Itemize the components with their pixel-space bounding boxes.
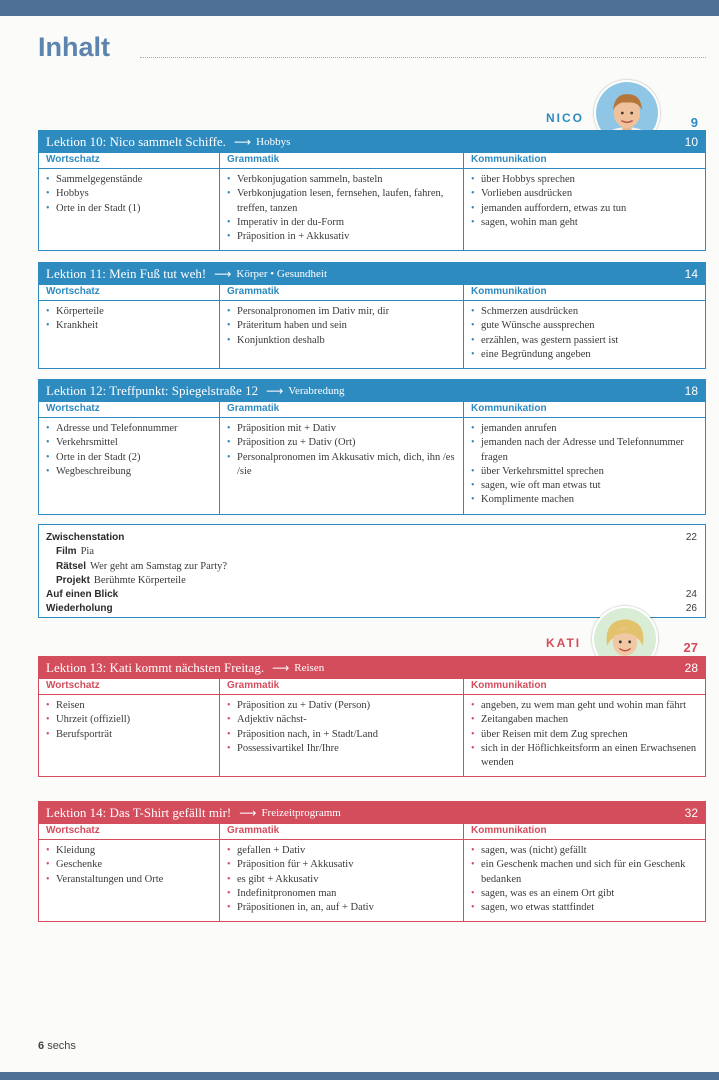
wiederholung-label: Wiederholung <box>46 603 113 615</box>
list-item: • Possessivartikel Ihr/Ihre <box>227 742 457 756</box>
lesson-title: Lektion 11: Mein Fuß tut weh! <box>46 265 207 281</box>
col-wortschatz <box>39 695 220 776</box>
column-headers <box>39 679 705 695</box>
lesson-header[interactable] <box>38 801 706 824</box>
col-head-grammatik: Grammatik <box>220 285 464 300</box>
top-color-bar <box>0 0 719 16</box>
zwischenstation-row[interactable] <box>46 531 697 545</box>
list-item: • Veranstaltungen und Orte <box>46 873 213 887</box>
col-grammatik <box>220 840 464 921</box>
lesson-11 <box>38 262 706 369</box>
list-item: • angeben, zu wem man geht und wohin man fährt <box>471 699 699 713</box>
lesson-header[interactable] <box>38 262 706 285</box>
item-text: Wer geht am Samstag zur Party? <box>90 560 228 572</box>
lesson-topic: Freizeitprogramm <box>261 806 341 819</box>
column-headers <box>39 285 705 301</box>
col-head-kommunikation: Kommunikation <box>471 680 547 691</box>
list-item: • erzählen, was gestern passiert ist <box>471 334 699 348</box>
col-grammatik <box>220 695 464 776</box>
page-footer <box>38 1040 76 1052</box>
item-label: Rätsel <box>56 560 87 572</box>
lesson-page: 28 <box>684 660 698 675</box>
list-item: • Präposition zu + Dativ (Person) <box>227 699 457 713</box>
list-item: • Präposition für + Akkusativ <box>227 858 457 872</box>
bottom-color-bar <box>0 1072 719 1080</box>
lesson-topic: Hobbys <box>256 135 291 148</box>
list-item: • Präpositionen in, an, auf + Dativ <box>227 901 457 915</box>
arrow-right-icon: ⟶ <box>239 805 257 820</box>
list-item: • jemanden nach der Adresse und Telefonnummer fragen <box>471 436 699 465</box>
list-item: • Präposition in + Akkusativ <box>227 230 457 244</box>
col-grammatik <box>220 301 464 368</box>
list-item: • Verbkonjugation lesen, fernsehen, laufen, fahren, treffen, tanzen <box>227 187 457 216</box>
column-headers <box>39 153 705 169</box>
lesson-table <box>38 402 706 515</box>
column-headers <box>39 824 705 840</box>
arrow-right-icon: ⟶ <box>272 660 290 675</box>
zwischenstation-title: Zwischenstation <box>46 532 125 543</box>
zwischenstation-film[interactable] <box>46 545 697 559</box>
lesson-10 <box>38 130 706 251</box>
list-item: • Präposition mit + Dativ <box>227 422 457 436</box>
list-item: • über Hobbys sprechen <box>471 173 699 187</box>
list-item: • Geschenke <box>46 858 213 872</box>
title-dotted-rule <box>140 56 706 58</box>
col-head-grammatik: Grammatik <box>220 679 464 694</box>
zwischenstation-box <box>38 524 706 618</box>
col-head-kommunikation: Kommunikation <box>471 154 547 165</box>
lesson-title: Lektion 12: Treffpunkt: Spiegelstraße 12 <box>46 382 259 398</box>
list-item: • Kleidung <box>46 844 213 858</box>
auf-einen-blick-row[interactable] <box>46 588 697 602</box>
list-item: • eine Begründung angeben <box>471 348 699 362</box>
list-item: • Orte in der Stadt (1) <box>46 202 213 216</box>
col-head-wortschatz: Wortschatz <box>39 402 220 417</box>
col-head-grammatik: Grammatik <box>220 402 464 417</box>
lesson-14 <box>38 801 706 922</box>
list-item: • gefallen + Dativ <box>227 844 457 858</box>
list-item: • Körperteile <box>46 305 213 319</box>
col-wortschatz <box>39 418 220 514</box>
lesson-topic: Körper • Gesundheit <box>236 267 328 280</box>
list-item: • Reisen <box>46 699 213 713</box>
list-item: • Verbkonjugation sammeln, basteln <box>227 173 457 187</box>
list-item: • sagen, wie oft man etwas tut <box>471 479 699 493</box>
list-item: • Vorlieben ausdrücken <box>471 187 699 201</box>
lesson-title: Lektion 13: Kati kommt nächsten Freitag. <box>46 659 265 675</box>
list-item: • Schmerzen ausdrücken <box>471 305 699 319</box>
list-item: • Orte in der Stadt (2) <box>46 451 213 465</box>
lesson-page: 32 <box>684 805 698 820</box>
list-item: • Präposition zu + Dativ (Ort) <box>227 436 457 450</box>
list-item: • Hobbys <box>46 187 213 201</box>
list-item: • jemanden auffordern, etwas zu tun <box>471 202 699 216</box>
col-head-wortschatz: Wortschatz <box>39 153 220 168</box>
list-item: • sich in der Höflichkeitsform an einen Erwachsenen wenden <box>471 742 699 771</box>
list-item: • Adresse und Telefonnummer <box>46 422 213 436</box>
list-item: • Wegbeschreibung <box>46 465 213 479</box>
list-item: • Imperativ in der du-Form <box>227 216 457 230</box>
col-kommunikation <box>464 418 705 514</box>
col-head-kommunikation: Kommunikation <box>471 286 547 297</box>
item-text: Berühmte Körperteile <box>93 574 186 586</box>
lesson-13 <box>38 656 706 777</box>
character-name-kati: KATI <box>546 636 582 650</box>
col-wortschatz <box>39 840 220 921</box>
col-head-grammatik: Grammatik <box>220 824 464 839</box>
col-head-wortschatz: Wortschatz <box>39 679 220 694</box>
lesson-title: Lektion 14: Das T-Shirt gefällt mir! <box>46 804 232 820</box>
col-head-kommunikation: Kommunikation <box>471 825 547 836</box>
col-wortschatz <box>39 301 220 368</box>
list-item: • Sammelgegenstände <box>46 173 213 187</box>
list-item: • Personalpronomen im Akkusativ mich, dich, ihn /es /sie <box>227 451 457 480</box>
list-item: • sagen, wo etwas stattfindet <box>471 901 699 915</box>
col-kommunikation <box>464 169 705 250</box>
lesson-header[interactable] <box>38 379 706 402</box>
list-item: • über Verkehrsmittel sprechen <box>471 465 699 479</box>
page-number-word: sechs <box>47 1040 76 1052</box>
auf-einen-blick-label: Auf einen Blick <box>46 589 119 601</box>
lesson-table <box>38 153 706 251</box>
col-grammatik <box>220 418 464 514</box>
list-item: • gute Wünsche aussprechen <box>471 319 699 333</box>
list-item: • Personalpronomen im Dativ mir, dir <box>227 305 457 319</box>
list-item: • Krankheit <box>46 319 213 333</box>
page-number: 6 <box>38 1040 45 1052</box>
col-wortschatz <box>39 169 220 250</box>
list-item: • Berufsporträt <box>46 728 213 742</box>
lesson-table <box>38 824 706 922</box>
list-item: • Verkehrsmittel <box>46 436 213 450</box>
col-head-wortschatz: Wortschatz <box>39 824 220 839</box>
col-head-grammatik: Grammatik <box>220 153 464 168</box>
list-item: • Zeitangaben machen <box>471 713 699 727</box>
character-page-nico: 9 <box>690 115 698 130</box>
list-item: • sagen, was es an einem Ort gibt <box>471 887 699 901</box>
lesson-12 <box>38 379 706 515</box>
lesson-page: 14 <box>684 266 698 281</box>
lesson-header[interactable] <box>38 656 706 679</box>
item-label: Film <box>56 546 77 558</box>
zwischenstation-page: 22 <box>685 532 697 543</box>
lesson-page: 10 <box>684 134 698 149</box>
col-kommunikation <box>464 301 705 368</box>
arrow-right-icon: ⟶ <box>233 134 252 149</box>
col-head-wortschatz: Wortschatz <box>39 285 220 300</box>
list-item: • ein Geschenk machen und sich für ein Geschenk bedanken <box>471 858 699 887</box>
list-item: • Adjektiv nächst- <box>227 713 457 727</box>
col-kommunikation <box>464 695 705 776</box>
col-kommunikation <box>464 840 705 921</box>
list-item: • Uhrzeit (offiziell) <box>46 713 213 727</box>
character-page-kati: 27 <box>683 640 698 655</box>
column-headers <box>39 402 705 418</box>
list-item: • Präposition nach, in + Stadt/Land <box>227 728 457 742</box>
lesson-header[interactable] <box>38 130 706 153</box>
lesson-table <box>38 285 706 369</box>
item-label: Projekt <box>56 574 90 586</box>
item-text: Pia <box>80 546 94 558</box>
list-item: • sagen, wohin man geht <box>471 216 699 230</box>
col-grammatik <box>220 169 464 250</box>
arrow-right-icon: ⟶ <box>214 266 232 281</box>
list-item: • Konjunktion deshalb <box>227 334 457 348</box>
col-head-kommunikation: Kommunikation <box>471 403 547 414</box>
lesson-table <box>38 679 706 777</box>
list-item: • es gibt + Akkusativ <box>227 873 457 887</box>
lesson-page: 18 <box>684 383 698 398</box>
lesson-title: Lektion 10: Nico sammelt Schiffe. <box>46 133 226 149</box>
list-item: • Indefinitpronomen man <box>227 887 457 901</box>
list-item: • jemanden anrufen <box>471 422 699 436</box>
character-name-nico: NICO <box>546 111 584 125</box>
lesson-topic: Reisen <box>294 661 325 674</box>
zwischenstation-projekt[interactable] <box>46 574 697 588</box>
page-title: Inhalt <box>38 32 110 62</box>
list-item: • Präteritum haben und sein <box>227 319 457 333</box>
wiederholung-page: 26 <box>685 603 697 615</box>
auf-einen-blick-page: 24 <box>685 589 697 601</box>
list-item: • Komplimente machen <box>471 493 699 507</box>
zwischenstation-raetsel[interactable] <box>46 560 697 574</box>
arrow-right-icon: ⟶ <box>266 383 284 398</box>
list-item: • sagen, was (nicht) gefällt <box>471 844 699 858</box>
list-item: • über Reisen mit dem Zug sprechen <box>471 728 699 742</box>
lesson-topic: Verabredung <box>288 384 345 397</box>
wiederholung-row[interactable] <box>46 602 697 616</box>
